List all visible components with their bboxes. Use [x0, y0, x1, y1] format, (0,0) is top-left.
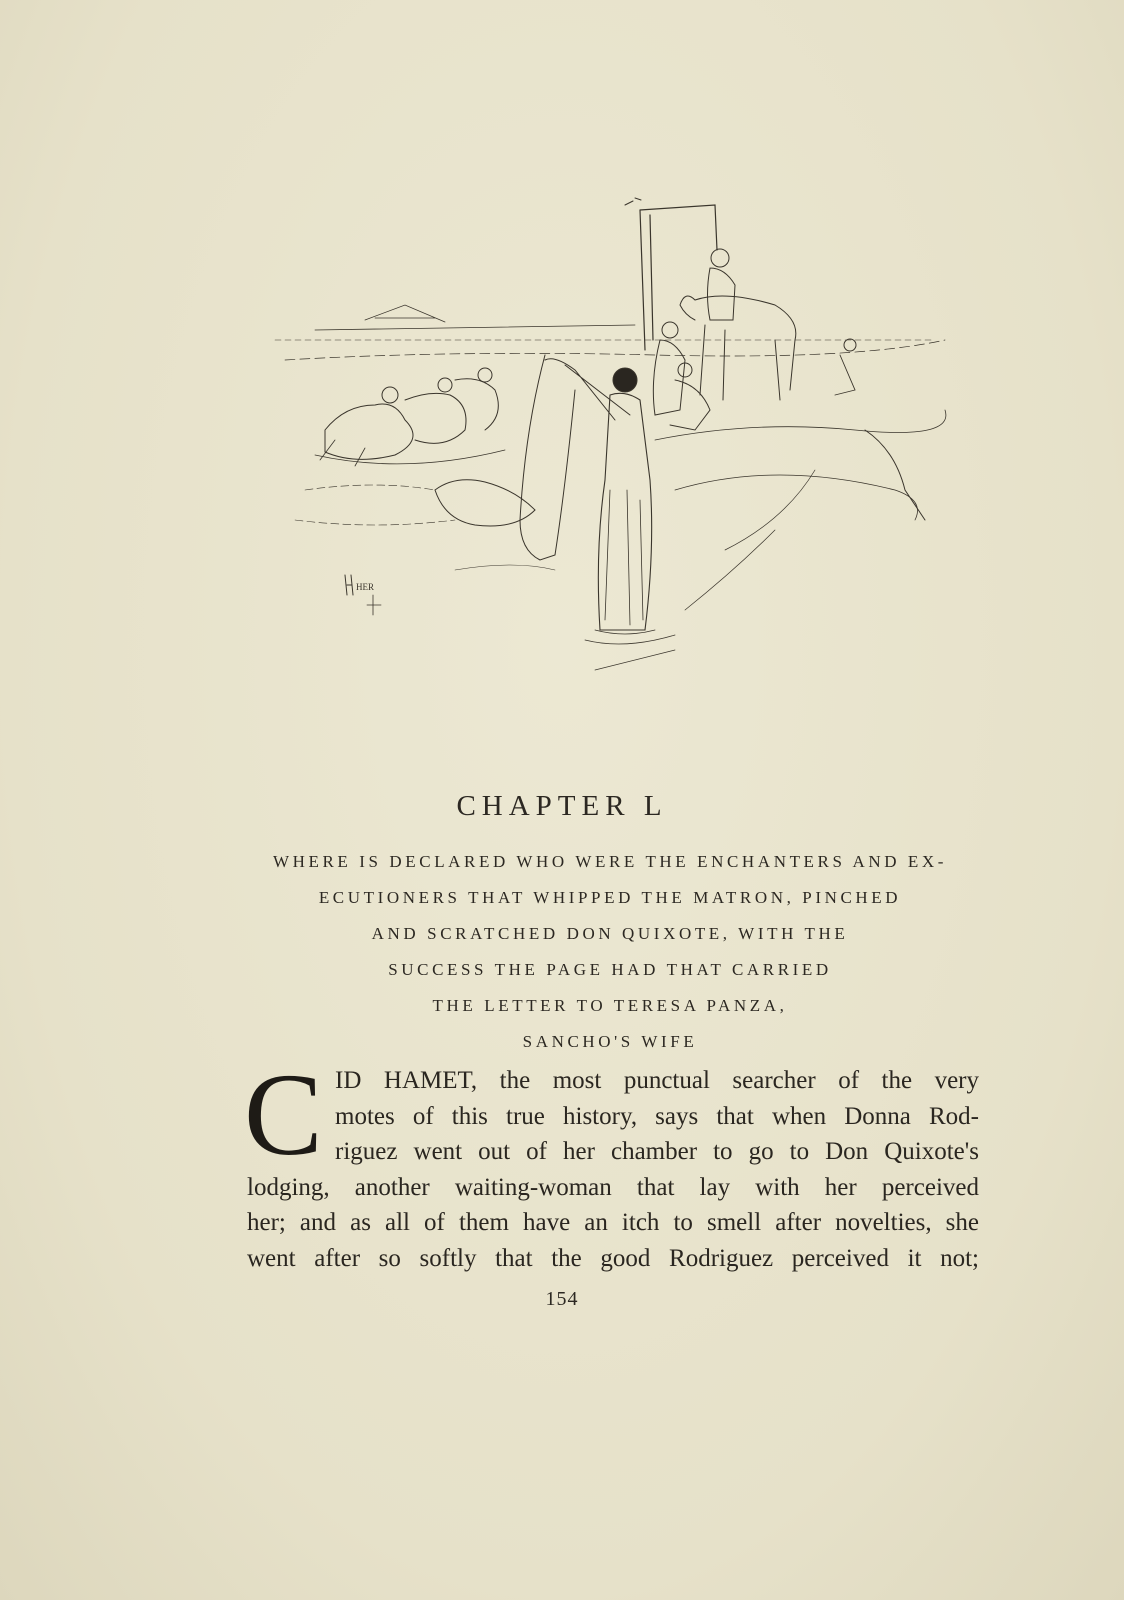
drop-cap: C [244, 1049, 323, 1180]
subtitle-line: WHERE IS DECLARED WHO WERE THE ENCHANTERS AND EX- [272, 852, 948, 871]
body-text [247, 1063, 979, 1276]
subtitle-line: THE LETTER TO TERESA PANZA, [432, 996, 788, 1015]
subtitle-line: SUCCESS THE PAGE HAD THAT CARRIED [388, 960, 832, 979]
subtitle-line: SANCHO'S WIFE [522, 1032, 698, 1051]
page-number: 154 [545, 1288, 579, 1310]
body-line: riguez went out of her chamber to go to Don Quixote's [335, 1138, 979, 1165]
engraving-illustration-icon [255, 190, 955, 680]
chapter-title: CHAPTER L [456, 790, 668, 822]
body-line: her; and as all of them have an itch to smell after novelties, she [247, 1209, 979, 1236]
subtitle-line: ECUTIONERS THAT WHIPPED THE MATRON, PINCHED [318, 888, 902, 907]
body-line: lodging, another waiting-woman that lay with her perceived [247, 1173, 979, 1201]
body-line: went after so softly that the good Rodriguez perceived it not; [247, 1244, 979, 1272]
body-line: motes of this true history, says that when Donna Rod- [335, 1102, 979, 1130]
body-line: ID HAMET, the most punctual searcher of the very [335, 1067, 979, 1094]
chapter-subtitle [240, 844, 980, 1060]
subtitle-line: AND SCRATCHED DON QUIXOTE, WITH THE [371, 924, 849, 943]
illustration-signature: HER [356, 582, 374, 592]
chapter-illustration [255, 190, 955, 680]
